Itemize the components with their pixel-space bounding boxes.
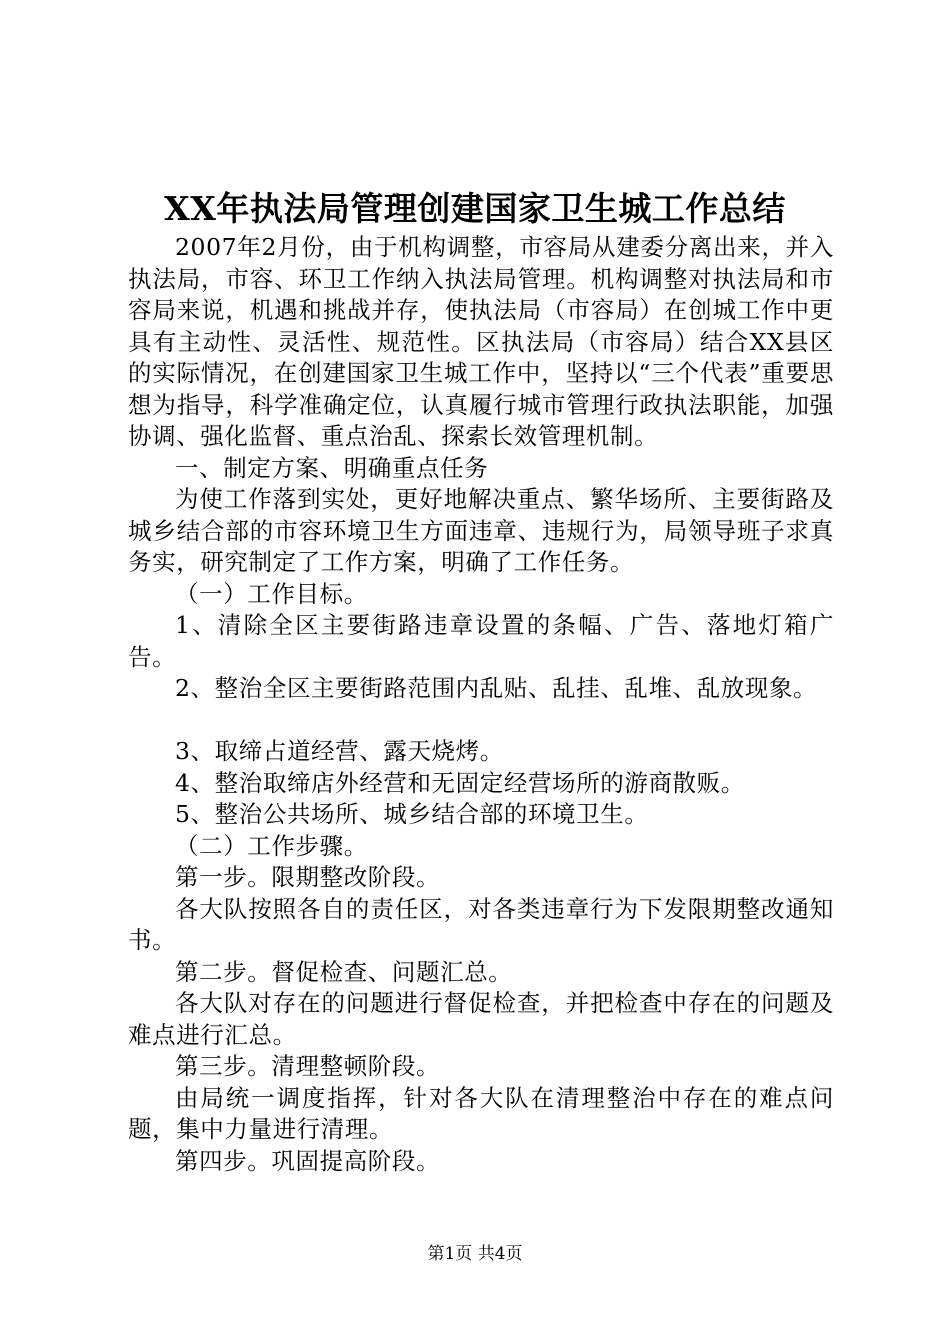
paragraph-intro: 2007年2月份，由于机构调整，市容局从建委分离出来，并入执法局，市容、环卫工作纳入执法局管理。机构调整对执法局和市容局来说，机遇和挑战并存，使执法局（市容局）在创城工作中更具有主动性、灵活性、规范性。区执法局（市容局）结合XX县区的实际情况，在创建国家卫生城工作中，坚持以“三个代表”重要思想为指导，科学准确定位，认真履行城市管理行政执法职能，加强协调、强化监督、重点治乱、探索长效管理机制。 <box>128 233 834 450</box>
page-footer: 第1页 共4页 <box>427 1244 523 1264</box>
subheading-steps: （二）工作步骤。 <box>175 831 368 860</box>
document-body <box>128 232 834 1177</box>
goal-item-2: 2、整治全区主要街路范围内乱贴、乱挂、乱堆、乱放现象。 <box>175 674 818 702</box>
document-title: XX年执法局管理创建国家卫生城工作总结 <box>164 189 786 228</box>
step-1-text: 各大队按照各自的责任区，对各类违章行为下发限期整改通知书。 <box>128 894 834 954</box>
step-3-text: 由局统一调度指挥，针对各大队在清理整治中存在的难点问题，集中力量进行清理。 <box>128 1083 834 1143</box>
step-2-text: 各大队对存在的问题进行督促检查，并把检查中存在的问题及难点进行汇总。 <box>128 989 834 1049</box>
goal-item-1: 1、清除全区主要街路违章设置的条幅、广告、落地灯箱广告。 <box>128 611 834 671</box>
paragraph-section-1: 为使工作落到实处，更好地解决重点、繁华场所、主要街路及城乡结合部的市容环境卫生方面违章、违规行为，局领导班子求真务实，研究制定了工作方案，明确了工作任务。 <box>128 485 834 576</box>
goal-item-4: 4、整治取缔店外经营和无固定经营场所的游商散贩。 <box>175 768 745 797</box>
step-1-title: 第一步。限期整改阶段。 <box>175 863 441 891</box>
heading-section-1: 一、制定方案、明确重点任务 <box>175 453 489 482</box>
subheading-goals: （一）工作目标。 <box>175 579 368 608</box>
goal-item-5: 5、整治公共场所、城乡结合部的环境卫生。 <box>175 800 649 828</box>
step-3-title: 第三步。清理整顿阶段。 <box>175 1052 441 1080</box>
goal-item-3: 3、取缔占道经营、露天烧烤。 <box>175 737 504 765</box>
step-4-title: 第四步。巩固提高阶段。 <box>175 1146 441 1175</box>
step-2-title: 第二步。督促检查、问题汇总。 <box>175 957 513 986</box>
